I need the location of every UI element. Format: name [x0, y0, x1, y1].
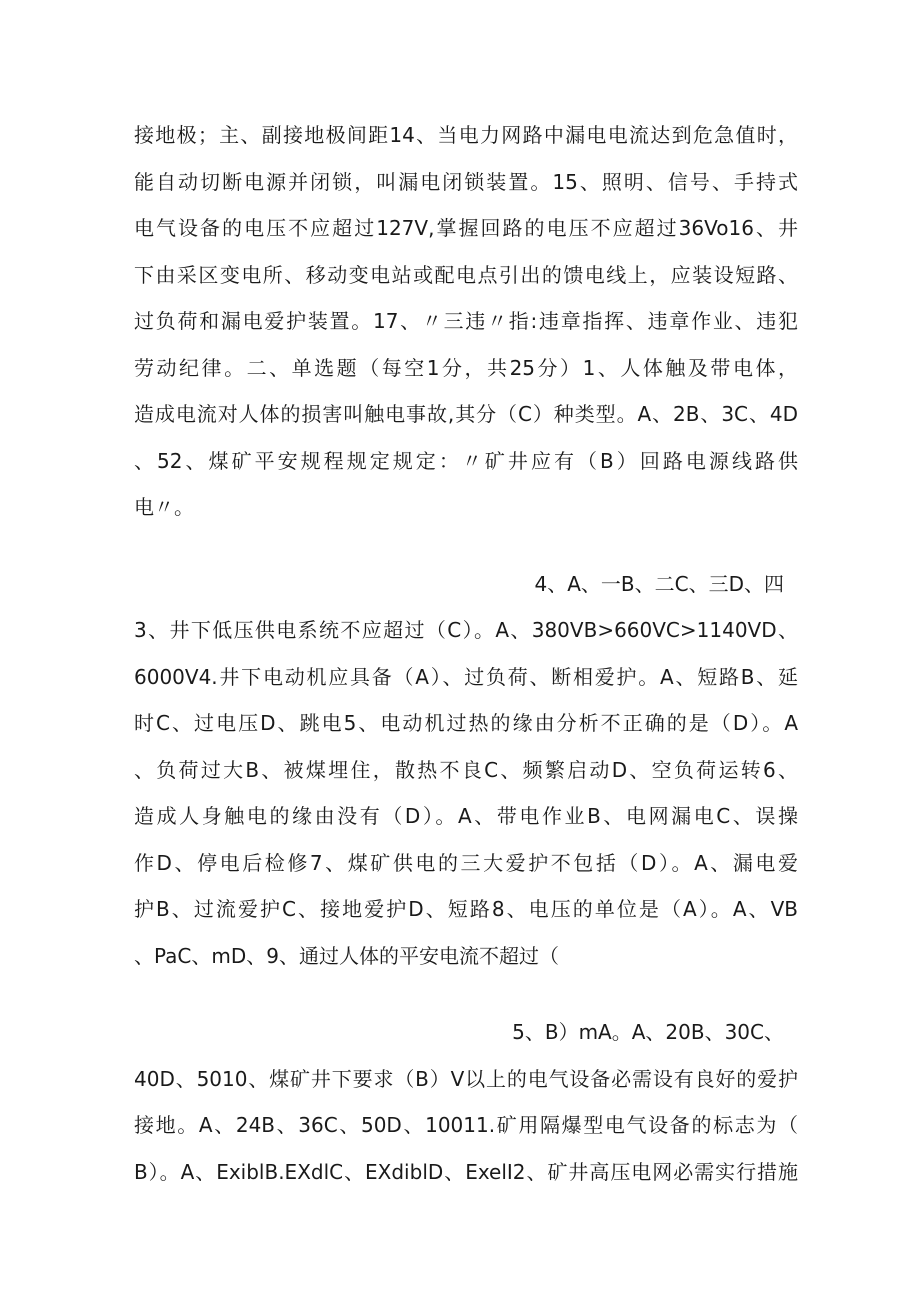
text-line: 过负荷和漏电爱护装置。17、〃三违〃指:违章指挥、违章作业、违犯	[134, 309, 798, 333]
text-line: 造成电流对人体的损害叫触电事故,其分（C）种类型。A、2B、3C、4D	[134, 402, 798, 426]
paragraph-gap	[134, 531, 798, 561]
text-line: 时C、过电压D、跳电5、电动机过热的缘由分析不正确的是（D）。A	[134, 711, 798, 735]
text-line: 造成人身触电的缘由没有（D）。A、带电作业B、电网漏电C、误操	[134, 804, 798, 828]
text-line: 、负荷过大B、被煤埋住，散热不良C、频繁启动D、空负荷运转6、	[134, 757, 798, 782]
text-line: 作D、停电后检修7、煤矿供电的三大爱护不包括（D）。A、漏电爱	[134, 850, 798, 875]
text-line: 护B、过流爱护C、接地爱护D、短路8、电压的单位是（A）。A、VB	[134, 897, 798, 921]
paragraph-grounding-and-safety	[134, 112, 798, 531]
paragraph-gap	[134, 979, 798, 1009]
text-line: 40D、5010、煤矿井下要求（B）V以上的电气设备必需设有良好的爱护	[134, 1066, 798, 1091]
text-line: 接地。A、24B、36C、50D、10011.矿用隔爆型电气设备的标志为（	[134, 1113, 798, 1137]
text-line: 、PaC、mD、9、通过人体的平安电流不超过（	[134, 943, 559, 968]
text-line: 6000V4.井下电动机应具备（A）、过负荷、断相爱护。A、短路B、延	[134, 664, 798, 689]
text-line: 下由采区变电所、移动变电站或配电点引出的馈电线上，应装设短路、	[134, 262, 798, 287]
text-line: B）。A、ExiblB.EXdlC、EXdiblD、ExelI2、矿井高压电网必需实行措施	[134, 1159, 798, 1184]
text-line: 电气设备的电压不应超过127V,掌握回路的电压不应超过36Vo16、井	[134, 216, 798, 240]
paragraph-single-choice-questions	[134, 561, 798, 980]
text-line: 能自动切断电源并闭锁，叫漏电闭锁装置。15、照明、信号、手持式	[134, 169, 798, 194]
paragraph-safety-current	[134, 1009, 798, 1195]
text-line: 劳动纪律。二、单选题（每空1分，共25分）1、人体触及带电体，	[134, 355, 798, 380]
text-line: 3、井下低压供电系统不应超过（C）。A、380VB>660VC>1140VD、	[134, 618, 798, 642]
document-body	[134, 112, 798, 1195]
text-line: 电〃。	[134, 495, 194, 519]
text-line: 5、B）mA。A、20B、30C、	[512, 1020, 784, 1044]
text-line: 接地极；主、副接地极间距14、当电力网路中漏电电流达到危急值时，	[134, 123, 798, 147]
text-line: 、52、煤矿平安规程规定规定：〃矿井应有（B）回路电源线路供	[134, 448, 798, 473]
text-line: 4、A、一B、二C、三D、四	[534, 571, 784, 596]
